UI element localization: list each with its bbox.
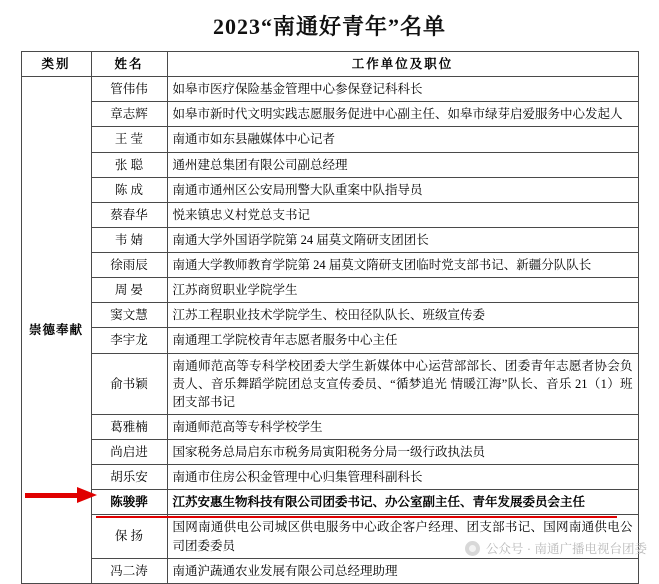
table-body — [21, 77, 638, 584]
table-row — [21, 414, 638, 439]
table-row-highlighted — [21, 490, 638, 515]
column-header-name: 姓名 — [91, 52, 167, 77]
person-name: 管伟伟 — [91, 77, 167, 102]
table-row — [21, 202, 638, 227]
person-name: 章志辉 — [91, 102, 167, 127]
table-row — [21, 558, 638, 583]
watermark-logo-icon — [465, 541, 480, 556]
person-unit: 如皋市新时代文明实践志愿服务促进中心副主任、如皋市绿芽启爱服务中心发起人 — [167, 102, 638, 127]
column-header-category: 类别 — [21, 52, 91, 77]
table-row — [21, 353, 638, 414]
person-unit: 通州建总集团有限公司副总经理 — [167, 152, 638, 177]
table-row — [21, 278, 638, 303]
person-unit: 南通沪蔬通农业发展有限公司总经理助理 — [167, 558, 638, 583]
person-name: 葛雅楠 — [91, 414, 167, 439]
person-name: 保 扬 — [91, 515, 167, 558]
person-name: 尚启进 — [91, 440, 167, 465]
person-unit: 江苏安惠生物科技有限公司团委书记、办公室副主任、青年发展委员会主任 — [167, 490, 638, 515]
person-unit: 江苏工程职业技术学院学生、校田径队队长、班级宣传委 — [167, 303, 638, 328]
table-row — [21, 303, 638, 328]
person-name: 徐雨辰 — [91, 253, 167, 278]
table-row — [21, 177, 638, 202]
person-unit: 南通市住房公积金管理中心归集管理科副科长 — [167, 465, 638, 490]
person-name: 俞书颖 — [91, 353, 167, 414]
person-unit: 南通大学外国语学院第 24 届莫文隋研支团团长 — [167, 227, 638, 252]
person-unit: 南通大学教师教育学院第 24 届莫文隋研支团临时党支部书记、新疆分队队长 — [167, 253, 638, 278]
person-unit: 国网南通供电公司城区供电服务中心政企客户经理、团支部书记、国网南通供电公司团委委员 — [167, 515, 638, 558]
person-name: 窦文慧 — [91, 303, 167, 328]
person-unit: 悦来镇忠义村党总支书记 — [167, 202, 638, 227]
person-name: 陈 成 — [91, 177, 167, 202]
red-underline-annotation — [96, 516, 617, 518]
person-unit: 南通师范高等专科学校学生 — [167, 414, 638, 439]
person-name: 陈骏骅 — [91, 490, 167, 515]
person-name: 王 莹 — [91, 127, 167, 152]
person-unit: 国家税务总局启东市税务局寅阳税务分局一级行政执法员 — [167, 440, 638, 465]
watermark — [465, 539, 647, 557]
table-row — [21, 465, 638, 490]
table-header — [21, 52, 638, 77]
table-header-row — [21, 52, 638, 77]
table-row — [21, 102, 638, 127]
person-name: 李宇龙 — [91, 328, 167, 353]
person-unit: 江苏商贸职业学院学生 — [167, 278, 638, 303]
table-row — [21, 253, 638, 278]
person-name: 胡乐安 — [91, 465, 167, 490]
watermark-text: 公众号 · 南通广播电视台团委 — [485, 542, 647, 556]
table-row — [21, 440, 638, 465]
roster-table — [21, 51, 639, 584]
table-row — [21, 328, 638, 353]
category-cell: 崇德奉献 — [21, 77, 91, 584]
column-header-unit: 工作单位及职位 — [167, 52, 638, 77]
person-name: 冯二涛 — [91, 558, 167, 583]
person-name: 周 晏 — [91, 278, 167, 303]
person-name: 蔡春华 — [91, 202, 167, 227]
table-row — [21, 227, 638, 252]
person-unit: 南通市如东县融媒体中心记者 — [167, 127, 638, 152]
person-name: 韦 婧 — [91, 227, 167, 252]
table-row — [21, 127, 638, 152]
person-unit: 南通师范高等专科学校团委大学生新媒体中心运营部部长、团委青年志愿者协会负责人、音乐舞蹈学院团总支宣传委员、“循梦追光 情暖江海”队长、音乐 21（1）班团支部书记 — [167, 353, 638, 414]
person-name: 张 聪 — [91, 152, 167, 177]
person-unit: 如皋市医疗保险基金管理中心参保登记科科长 — [167, 77, 638, 102]
page-title: 2023“南通好青年”名单 — [212, 14, 446, 39]
person-unit: 南通理工学院校青年志愿者服务中心主任 — [167, 328, 638, 353]
person-unit: 南通市通州区公安局刑警大队重案中队指导员 — [167, 177, 638, 202]
table-row — [21, 77, 638, 102]
table-row — [21, 152, 638, 177]
